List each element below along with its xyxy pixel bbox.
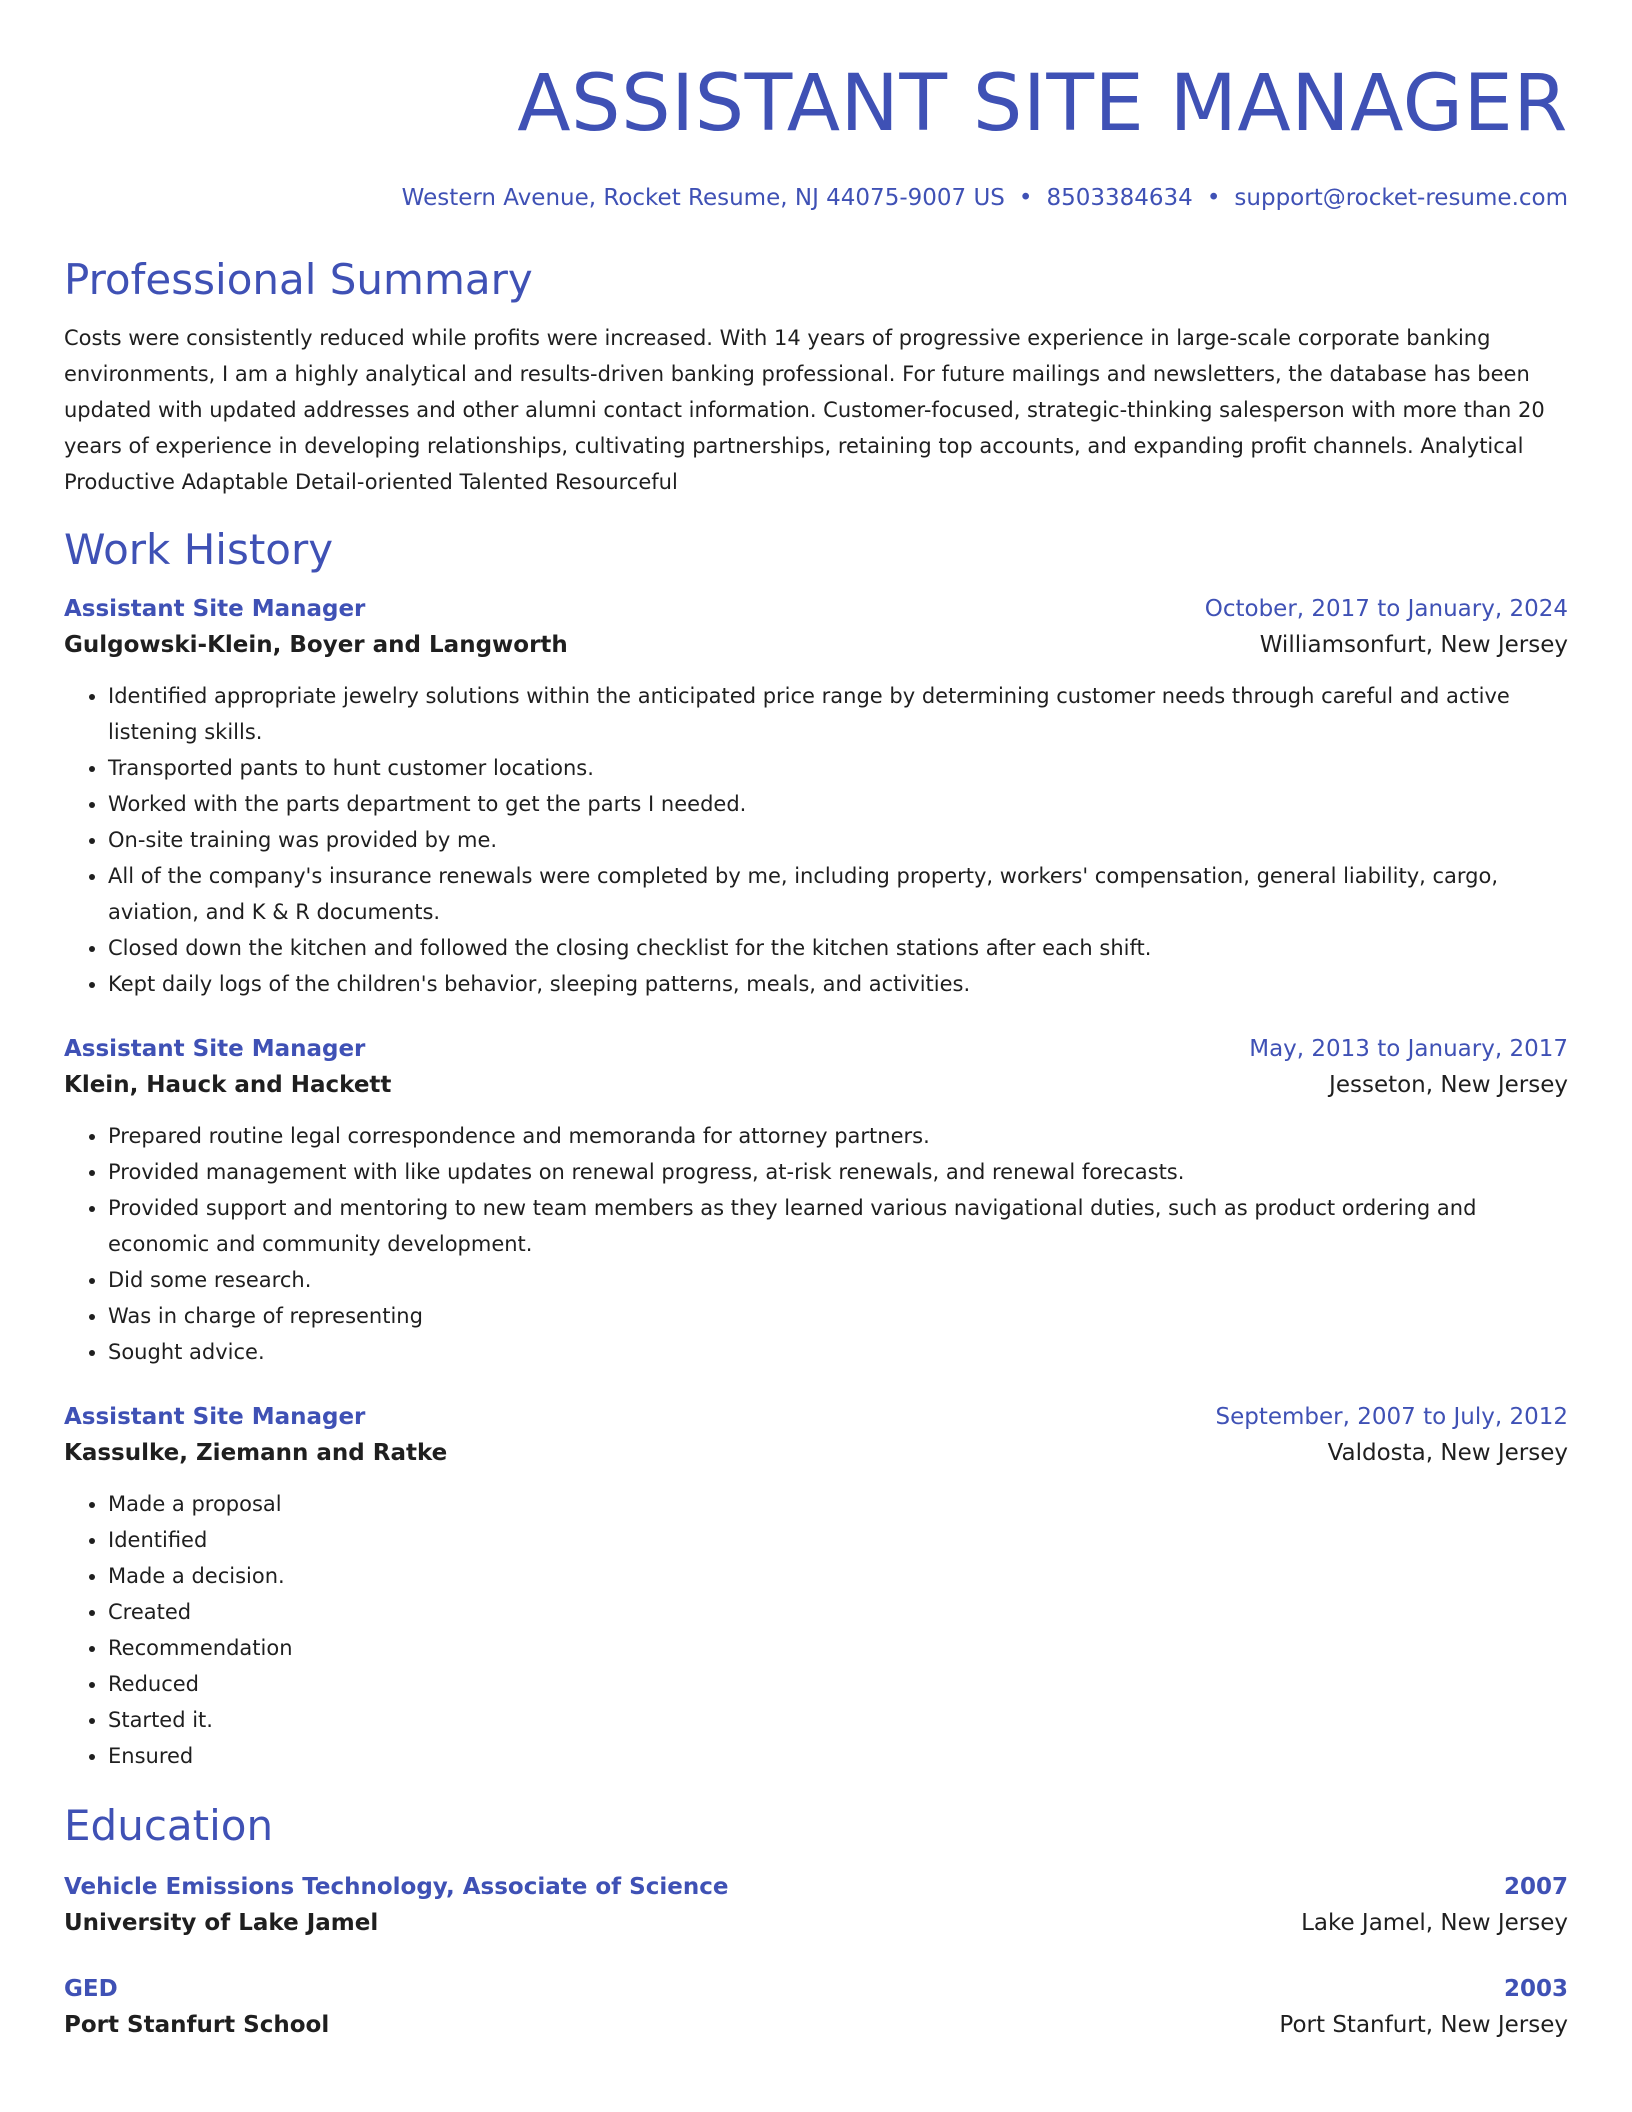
education-heading: Education [64,1801,274,1850]
school-location: Port Stanfurt, New Jersey [1279,2012,1568,2038]
separator-dot: • [1206,185,1221,211]
job-dates: October, 2017 to January, 2024 [1204,596,1568,622]
job-dates: May, 2013 to January, 2017 [1249,1036,1568,1062]
school-name: Port Stanfurt School [64,2012,330,2038]
bullet-item: • Kept daily logs of the children's behavior, sleeping patterns, meals, and activities. [108,966,1568,1002]
education-entry [64,1870,1568,1942]
job-role: Assistant Site Manager [64,1036,366,1062]
bullet-item: • All of the company's insurance renewals were completed by me, including property, workers' compensation, general liability, cargo, aviation, and K & R documents. [108,858,1568,930]
job-entry [64,1032,1568,1370]
separator-dot: • [1018,185,1033,211]
bullet-item: • Created [108,1594,1568,1630]
work-history-heading: Work History [64,525,334,574]
bullet-item: • Identified appropriate jewelry solutions within the anticipated price range by determining customer needs through careful and active listening skills. [108,678,1568,750]
job-bullets [64,678,1568,1002]
job-company: Kassulke, Ziemann and Ratke [64,1440,448,1466]
bullet-item: • Identified [108,1522,1568,1558]
candidate-title: ASSISTANT SITE MANAGER [517,59,1568,149]
bullet-item: • Worked with the parts department to get the parts I needed. [108,786,1568,822]
job-location: Williamsonfurt, New Jersey [1259,632,1568,658]
graduation-year: 2007 [1503,1874,1568,1900]
bullet-item: • Made a proposal [108,1486,1568,1522]
bullet-item: • Recommendation [108,1630,1568,1666]
bullet-item: • Reduced [108,1666,1568,1702]
bullet-item: • Closed down the kitchen and followed the closing checklist for the kitchen stations after each shift. [108,930,1568,966]
bullet-item: • Made a decision. [108,1558,1568,1594]
bullet-item: • Was in charge of representing [108,1298,1568,1334]
school-location: Lake Jamel, New Jersey [1301,1910,1568,1936]
summary-text: Costs were consistently reduced while profits were increased. With 14 years of progressive experience in large-scale corporate banking environments, I am a highly analytical and results-driven banking professional. For future mailings and newsletters, the database has been updated with updated addresses and other alumni contact information. Customer-focused, strategic-thinking salesperson with more than 20 years of experience in developing relationships, cultivating partnerships, retaining top accounts, and expanding profit channels. Analytical Productive Adaptable Detail-oriented Talented Resourceful [64,326,1545,494]
bullet-item: • Started it. [108,1702,1568,1738]
school-name: University of Lake Jamel [64,1910,379,1936]
job-location: Jesseton, New Jersey [1329,1072,1568,1098]
phone: 8503384634 [1046,185,1193,211]
job-bullets [64,1118,1568,1370]
job-company: Gulgowski-Klein, Boyer and Langworth [64,632,568,658]
job-dates: September, 2007 to July, 2012 [1215,1404,1568,1430]
bullet-item: • On-site training was provided by me. [108,822,1568,858]
bullet-item: • Provided support and mentoring to new team members as they learned various navigational duties, such as product ordering and economic and community development. [108,1190,1568,1262]
degree: GED [64,1976,118,2002]
contact-line [64,182,1568,214]
bullet-item: • Sought advice. [108,1334,1568,1370]
job-location: Valdosta, New Jersey [1327,1440,1568,1466]
job-entry [64,1400,1568,1774]
bullet-item: • Ensured [108,1738,1568,1774]
bullet-item: • Prepared routine legal correspondence and memoranda for attorney partners. [108,1118,1568,1154]
summary-heading: Professional Summary [64,255,533,304]
job-role: Assistant Site Manager [64,596,366,622]
email-link[interactable]: support@rocket-resume.com [1234,185,1568,211]
education-entry [64,1972,1568,2044]
job-company: Klein, Hauck and Hackett [64,1072,392,1098]
job-bullets [64,1486,1568,1774]
graduation-year: 2003 [1503,1976,1568,2002]
job-entry [64,592,1568,1002]
degree: Vehicle Emissions Technology, Associate of Science [64,1874,729,1900]
bullet-item: • Provided management with like updates on renewal progress, at-risk renewals, and renewal forecasts. [108,1154,1568,1190]
address: Western Avenue, Rocket Resume, NJ 44075-9007 US [401,185,1005,211]
job-role: Assistant Site Manager [64,1404,366,1430]
bullet-item: • Did some research. [108,1262,1568,1298]
bullet-item: • Transported pants to hunt customer locations. [108,750,1568,786]
